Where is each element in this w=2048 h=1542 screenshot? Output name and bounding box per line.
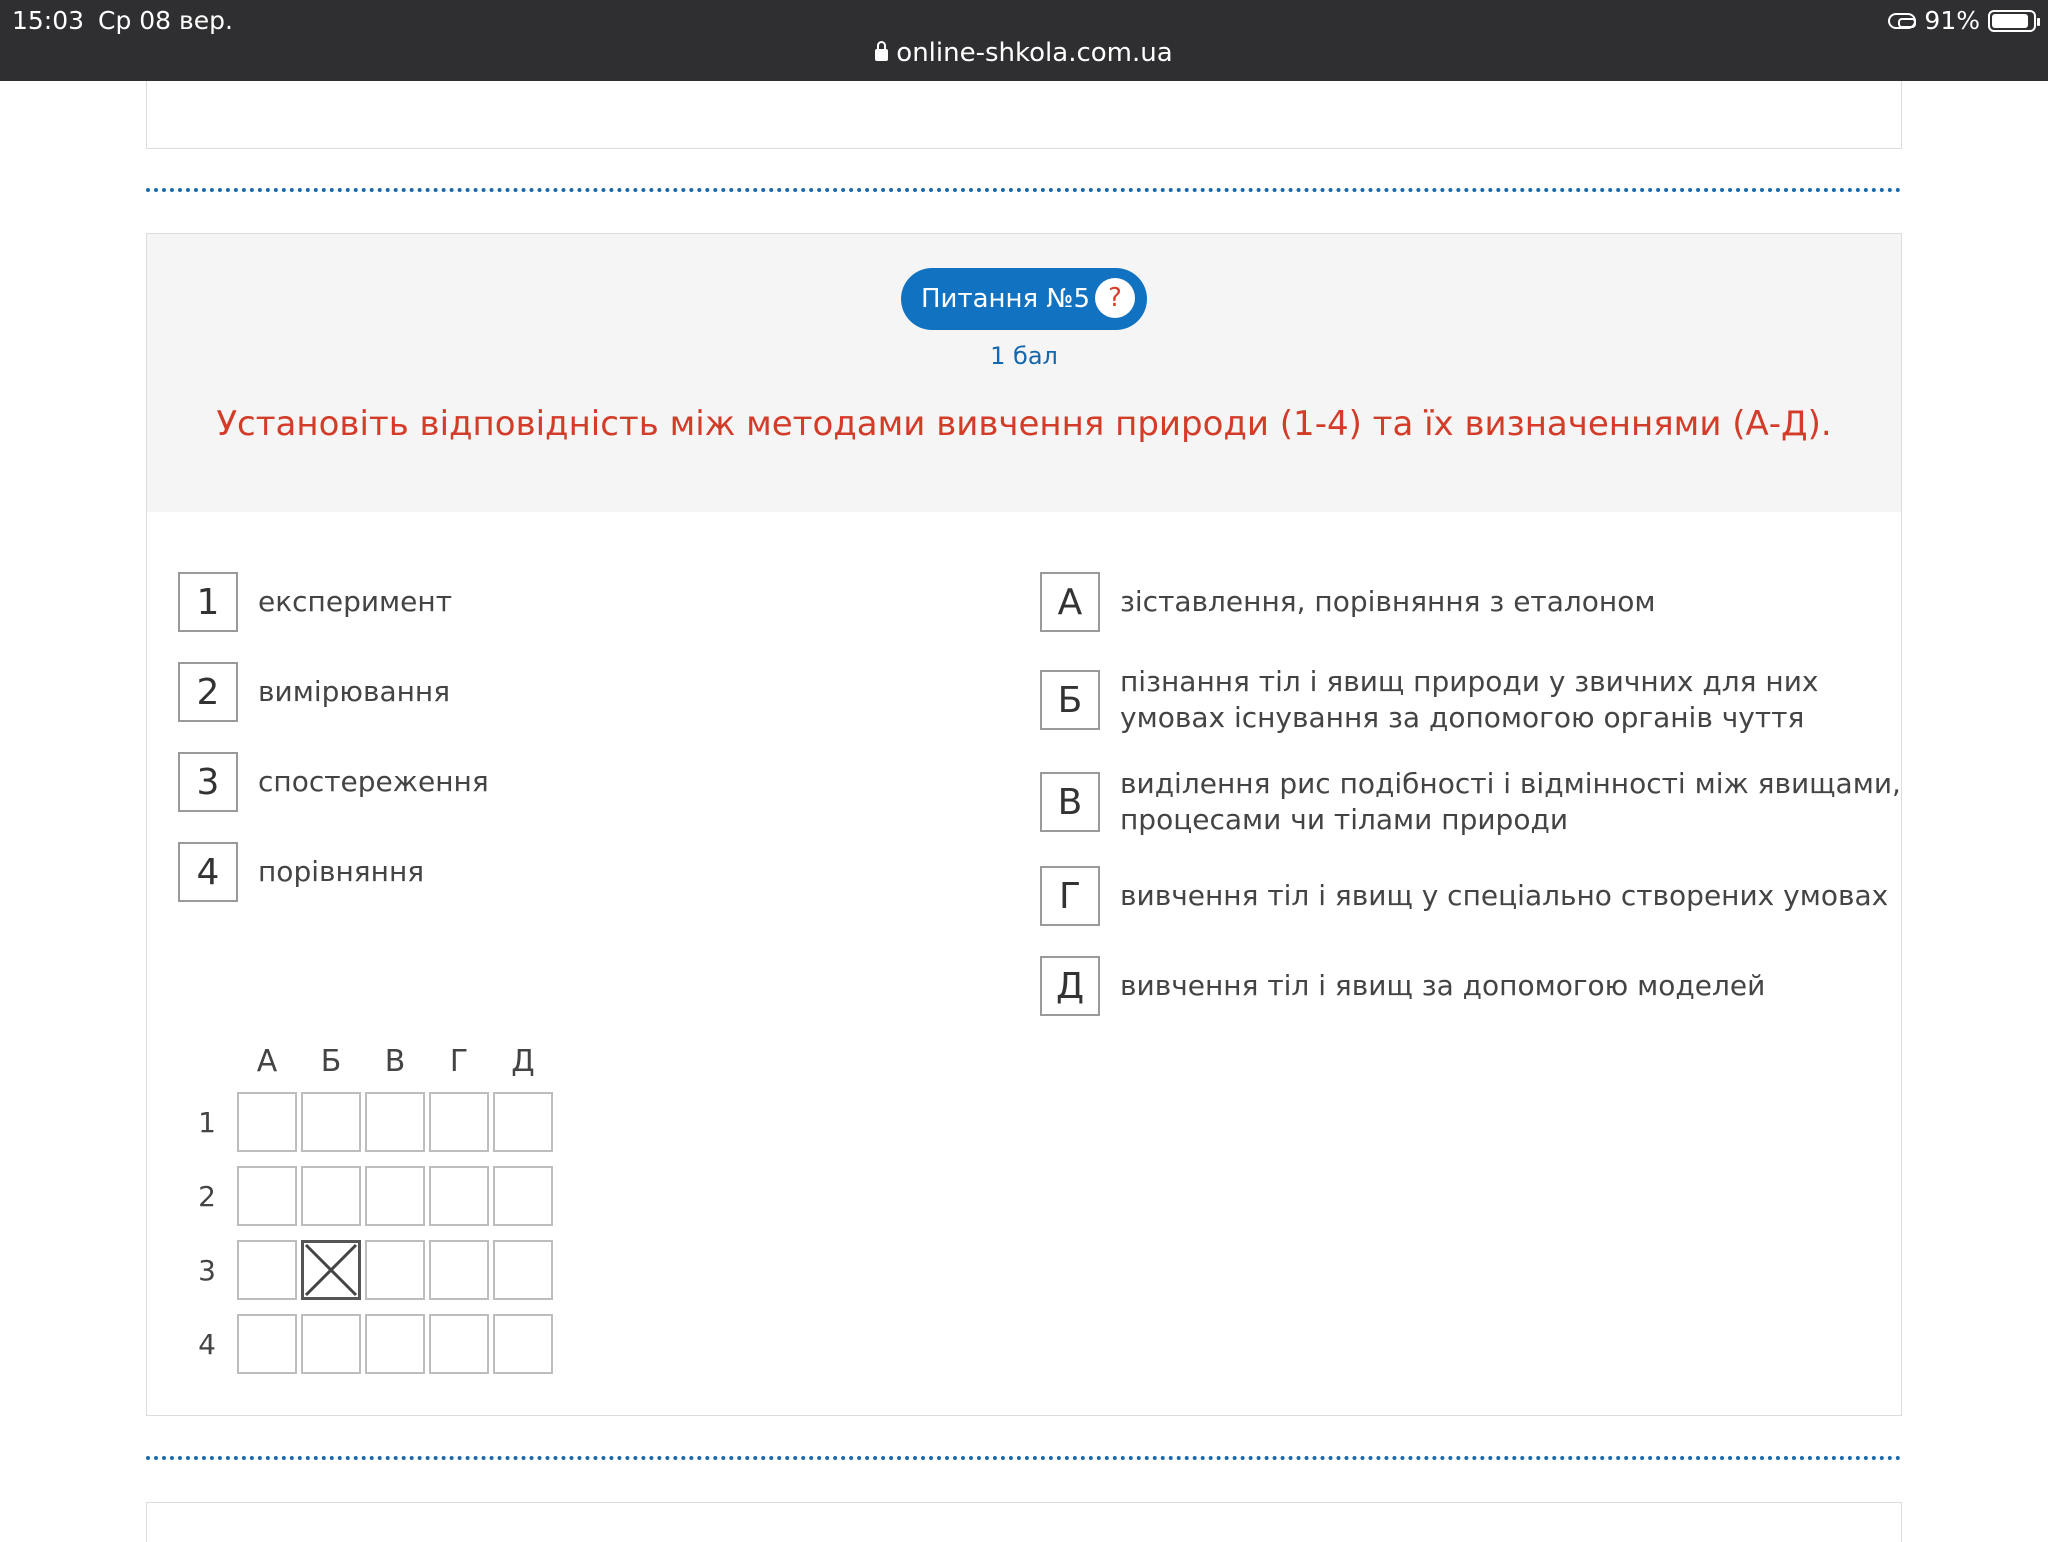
lock-icon (875, 49, 888, 61)
answer-cell[interactable] (365, 1240, 425, 1300)
answer-cell[interactable] (493, 1092, 553, 1152)
definition-text: вивчення тіл і явищ за допомогою моделей (1120, 969, 1766, 1002)
definition-item-v (1040, 766, 1901, 838)
question-header (147, 234, 1901, 512)
answer-cell[interactable] (429, 1240, 489, 1300)
address-bar[interactable] (0, 38, 2048, 68)
definition-text: зіставлення, порівняння з еталоном (1120, 585, 1656, 618)
answer-cell[interactable] (301, 1166, 361, 1226)
answer-cell[interactable] (365, 1092, 425, 1152)
answer-cell[interactable] (365, 1314, 425, 1374)
answer-cell[interactable] (301, 1314, 361, 1374)
answer-cell[interactable] (493, 1314, 553, 1374)
grid-column-header: В (384, 1044, 406, 1079)
section-divider (146, 1456, 1902, 1460)
grid-column-header: Д (511, 1044, 535, 1079)
definition-key: А (1040, 572, 1100, 632)
answer-cell[interactable] (429, 1166, 489, 1226)
status-date: Ср 08 вер. (98, 6, 233, 35)
method-item-1 (178, 572, 452, 632)
question-number: Питання №5 (921, 284, 1091, 314)
definition-key: Б (1040, 670, 1100, 730)
grid-column-header: А (256, 1044, 278, 1079)
grid-row-header: 1 (198, 1106, 216, 1139)
definition-item-d (1040, 956, 1765, 1016)
method-key: 4 (178, 842, 238, 902)
definition-text-line2: умовах існування за допомогою органів чуття (1120, 701, 1805, 734)
cross-mark-icon (304, 1243, 358, 1297)
method-key: 1 (178, 572, 238, 632)
definition-item-a (1040, 572, 1656, 632)
question-text: Установіть відповідність між методами вивчення природи (1-4) та їх визначеннями (А-Д). (216, 404, 1832, 444)
method-text: вимірювання (258, 675, 451, 708)
help-icon[interactable]: ? (1095, 278, 1135, 318)
answer-cell[interactable] (301, 1092, 361, 1152)
status-time: 15:03 (12, 6, 85, 35)
answer-cell[interactable] (237, 1314, 297, 1374)
battery-icon (1988, 10, 2036, 32)
answer-cell[interactable] (493, 1166, 553, 1226)
definition-text-line1: пізнання тіл і явищ природи у звичних для них (1120, 665, 1819, 698)
definition-key: Д (1040, 956, 1100, 1016)
method-text: порівняння (258, 855, 425, 888)
grid-column-header: Б (320, 1044, 342, 1079)
method-item-2 (178, 662, 450, 722)
question-card (146, 233, 1902, 1416)
previous-question-card (146, 81, 1902, 149)
answer-cell[interactable] (237, 1240, 297, 1300)
definition-item-b (1040, 664, 1818, 736)
answer-cell-checked[interactable] (301, 1240, 361, 1300)
grid-row-header: 2 (198, 1180, 216, 1213)
method-text: спостереження (258, 765, 489, 798)
url-text[interactable]: online-shkola.com.ua (896, 38, 1173, 68)
method-key: 2 (178, 662, 238, 722)
link-icon (1888, 13, 1916, 29)
method-item-3 (178, 752, 489, 812)
grid-row-header: 3 (198, 1254, 216, 1287)
definition-text: вивчення тіл і явищ у спеціально створених умовах (1120, 879, 1889, 912)
section-divider (146, 188, 1902, 192)
definition-key: Г (1040, 866, 1100, 926)
answer-cell[interactable] (429, 1092, 489, 1152)
answer-cell[interactable] (493, 1240, 553, 1300)
battery-percent: 91% (1924, 6, 1980, 35)
answer-cell[interactable] (237, 1092, 297, 1152)
method-item-4 (178, 842, 424, 902)
status-right (1888, 6, 2036, 35)
definition-key: В (1040, 772, 1100, 832)
answer-cell[interactable] (365, 1166, 425, 1226)
method-key: 3 (178, 752, 238, 812)
question-number-badge (901, 268, 1147, 330)
definition-item-g (1040, 866, 1888, 926)
status-bar (0, 0, 2048, 81)
definition-text-line2: процесами чи тілами природи (1120, 803, 1569, 836)
next-question-card (146, 1502, 1902, 1542)
method-text: експеримент (258, 585, 453, 618)
answer-cell[interactable] (429, 1314, 489, 1374)
answer-cell[interactable] (237, 1166, 297, 1226)
grid-row-header: 4 (198, 1328, 216, 1361)
grid-column-header: Г (449, 1044, 469, 1079)
definition-text-line1: виділення рис подібності і відмінності між явищами, (1120, 767, 1901, 800)
question-points: 1 бал (990, 342, 1058, 370)
